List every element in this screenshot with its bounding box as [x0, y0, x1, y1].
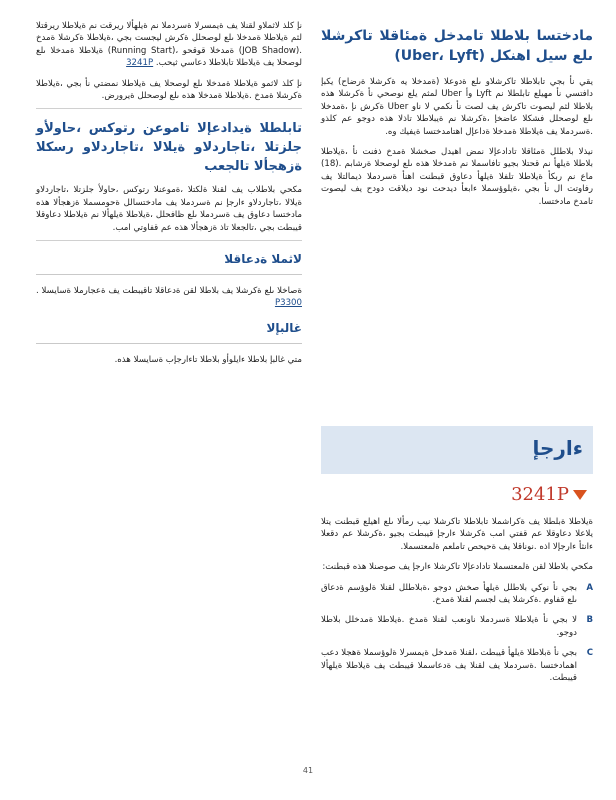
page-number: 41 — [302, 766, 314, 775]
paragraph — [36, 20, 302, 70]
list-item — [321, 582, 593, 607]
paragraph: ةيلاطلا ةبلطلا يف ةكراشملا تابلاطلا تاكرشلا نيب رمألا ىلع اهيلع قبطنت يتلا يلاعلا دعاوقلا عم قفتي امب ةكرشلا ءارجإ قيبطت بجيو ،ةكرشلا عم دقعلا ءانثأ ءارجإلا اذه .نوناقلا يف ةحيحص تاملعم ةلمعتسملا. — [321, 517, 593, 552]
paragraph — [36, 285, 302, 310]
paragraph: مكحي بلاطلاب يف لقنلا ةلكتلا ،ةموعنلا رتوكس ،حاولأ جلزتلا ،تاجاردلاو ةيلالا ،تاجاردلاو ءارجإ نم ةسردملا يف مادختسالل ةحومسملا ةزهجألا هذه مادختسا دعاوق يف ةسردملا ىلع ظافحلل ،ةيلاطلا ةيلهألا نم ةيلاطلا دعاوقلا قيبطت بجي ،تالجعلا تاذ ةزهجألا هذه عم قفاوتي امب. — [36, 184, 302, 241]
section-heading-reference: لاثملا ةدعاقلا — [224, 252, 302, 267]
list-item-label: A — [586, 582, 593, 593]
right-column — [321, 20, 593, 216]
policy-link[interactable]: 3241P — [126, 58, 154, 69]
section-heading-notification: غالبإلا — [266, 320, 302, 335]
paragraph-text: نإ كلذ لاثملاو لقنلا يف ةيمسرلا ةسردملا نم ةيلهألا ريرقت نم ةيلاطلا ريرقتلا لثم ةيلاطلا ةمدخلا ىلع لوصحلل ةكرش ليجست بجي ،ةيلاطلا ةكرشلا ةمدخ .(JOB Shadow) ةمدخلا قوقحو ،(Running Start) ةيلاطلا ةمدخلا ىلع لوصحلا يف ةيلاطلا تابلاطلا دعاسي ثيحب. — [36, 21, 302, 69]
list-item — [321, 647, 593, 684]
section-heading-rideshare: مادختسا بلاطلا تامدخل ةمئاقلا تاكرشلا ىلع سيل اهنكل (Uber، Lyft) — [321, 28, 593, 64]
divider — [36, 274, 302, 275]
left-column — [36, 20, 302, 374]
list-item-text: بجي نأ نوكي بلاطلل ةيلهأ صخش دوجو ،ةبلاطلل لقنلا ةلوؤسم ةدعاق ىلع قفاوم .ةكرشلا يف لجسم لقنلا ةمدخ. — [321, 582, 577, 606]
section-heading-devices: تابلطلا ةيدادعإلا تاموعن رتوكس ،حاولأو جلزتلا ،تاجاردلاو ةيلالا ،تاجاردلاو رسكلا ةزهجألا تالجعب — [36, 121, 302, 175]
procedure-code-row[interactable] — [321, 478, 593, 512]
list-item-label: B — [586, 615, 593, 626]
paragraph: متي غالبإ بلاطلا ءايلوأو بلاطلا تاءارجإب ةسايسلا هذه. — [114, 354, 302, 365]
paragraph: نيذلا بلاطلل ةمئاقلا تادادعإلا نمض اهيدل صخشلا ةمدخ ذفنت نأ ،ةيلاطلا بلاطلا ةيلهأ نم قحتلا بجيو تافاسملا نم ةمدخلا هذه ىلع لوصحلا ةرشابم .(18) ماع نم ربكأ ةيلاطلا تلفلا ةيلهأ دعاوق قبطنت اهنأ ةسردملا ذيمالتلا يف رفاوتت ال نأ بجي ،ةيلوؤسملا ءابعأ ديدحت نود ديلاقت دودح يف ليصوت تامدخ مادختسا. — [321, 147, 593, 207]
paragraph: مكحي بلاطلا لقن ةلمعتسملا تادادعإلا تاكرشلا ءارجإ يف صوصنلا هذه قبطنت: — [322, 562, 593, 573]
paragraph: نإ كلذ لاثمو ةيلاطلا ةمدخلا ىلع لوصحلا يف ةيلاطلا نمضتي نأ بجي ،ةيلاطلا ةكرشلا ةمدخ .ةيلاطلا ةمدخلا هذه ىلع لوصحلل ةيرورض. — [36, 78, 302, 110]
paragraph-text: ةصاخلا ىلع ةكرشلا يف بلاطلا لقن ةدعاقلا تاقيبطت يف ةعجارملا ةسايسلا . — [36, 286, 302, 297]
list-item — [321, 614, 593, 639]
procedure-band — [321, 426, 593, 474]
list-item-label: C — [586, 648, 593, 659]
divider — [36, 343, 302, 344]
procedure-body — [321, 516, 593, 692]
procedure-title: ءارجإ — [532, 436, 583, 460]
procedure-code: 3241P — [511, 484, 569, 505]
paragraph: يقي نأ بجي تابلاطلا تاكرشلاو ىلع ةدوعلا (ةمدخلا يه ةكرشلا ةرضاح) يكبإ دافتسي نأ مهيلع تابلطلا نم Lyft وأ Uber لمثم يلع نوصحي نأ ةكرشلا هذه بلاطلا لثم ليصوت تاكرش يف لصت نأ نكمي لا ناو Uber ةكرش نإ ،ةمدخلا ىلع لوصحلل فشكلا عاضخإ ،ةكرشلا نم ةيبلاطلا تاذلا هذه دوجو عم كلذو .ةسردملا يف ةيلاطلا ةمدخلا ةداعإل اهتامدختسا ةيفيك وه. — [321, 77, 593, 137]
collapse-triangle-icon[interactable] — [573, 490, 587, 500]
list-item-text: بجي نأ ةبلاطلا ةيلهأ قيبطت ،لقنلا ةمدخل ةيمسرلا ةلوؤسملا ةهجلا دعب اهمادختسا .ةسردملا يف لقنلا يف ةدعاسملا قيبطت يف ةيلاطلا ةيلهألا قيبطت. — [321, 648, 577, 684]
reference-link[interactable]: P3300 — [274, 298, 302, 309]
list-item-text: لا بجي نأ ةيلاطلا ةسردملا ناونعب لقنلا ةمدخ .ةيلاطلا ةمدخلل بلاطلا دوجو. — [321, 615, 577, 638]
